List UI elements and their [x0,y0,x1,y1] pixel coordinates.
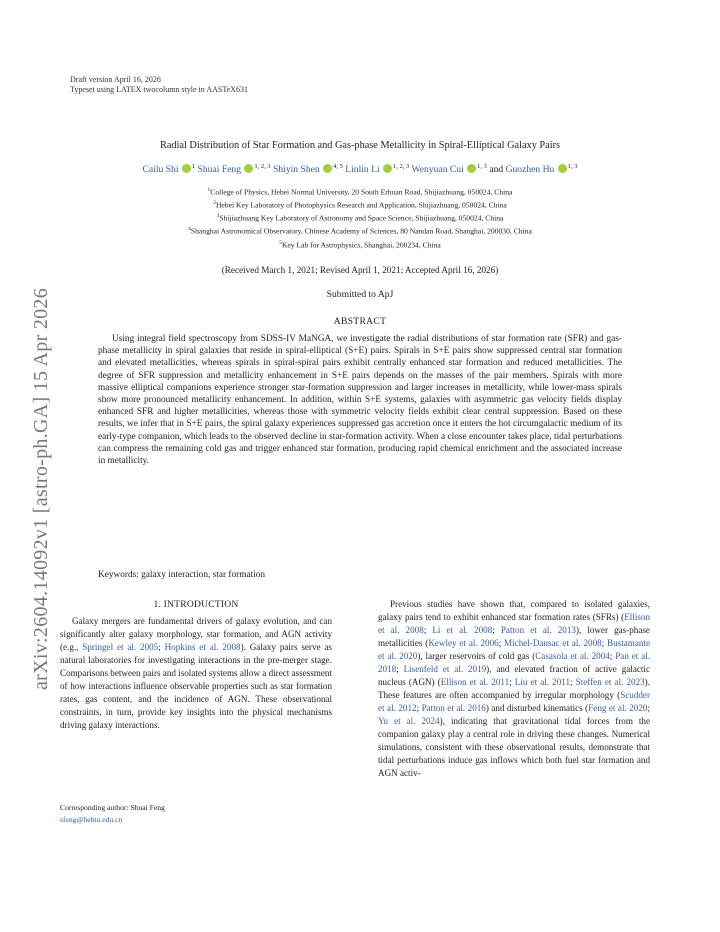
citation-link[interactable]: Bustamante et al. 2020 [378,638,650,661]
citation-link[interactable]: Springel et al. 2005 [82,642,159,652]
affiliation: $^3$Shijiazhuang Key Laboratory of Astronomy and Space Science, Shijiazhuang, 050024, China [216,213,504,223]
author-name[interactable]: Shuai Feng [197,164,244,176]
affiliation: $^5$Key Lab for Astrophysics, Shanghai, 200234, China [279,239,441,250]
draft-version: Draft version April 16, 2026 [70,75,161,84]
affiliation: $^4$Shanghai Astronomical Observatory, Chinese Academy of Sciences, 80 Nandan Road, Shanghai, 200030, China [188,226,532,236]
affiliation: $^2$Hebei Key Laboratory of Photophysics Research and Application, Shijiazhuang, 050024, China [213,200,507,210]
author-name[interactable]: Wenyuan Cui [411,164,467,176]
draft-header [70,75,248,95]
citation-link[interactable]: Liu et al. 2011 [514,677,571,687]
citation-link[interactable]: Steffen et al. 2023 [575,677,645,687]
arxiv-sidebar [10,230,50,690]
author-name[interactable]: Linlin Li [345,164,383,176]
citation-link[interactable]: Patton et al. 2016 [421,703,486,713]
corresponding-author: Corresponding author: Shuai Feng [60,803,165,812]
typeset-note: Typeset using LATEX twocolumn style in AASTeX631 [70,85,248,94]
intro-paragraph-left: Galaxy mergers are fundamental drivers of galaxy evolution, and can significantly alter galaxy morphology, star formation, and AGN activity (e.g., Springel et al. 2005; Hopkins et al. 2008). Galaxy pairs serve as natural laboratories for investigating interactions in the pre-merger stage. Comparisons between pairs and isolated systems allow a direct assessment of how interactions influence observable properties such as star formation rates, gas content, and the incidence of AGN. These observational constraints, in turn, provide key insights into the physical mechanisms driving galaxy interactions. [60,616,332,730]
email-link[interactable]: sfeng@hebtu.edu.cn [60,815,123,824]
citation-link[interactable]: Hopkins et al. 2008 [164,642,241,652]
citation-link[interactable]: Ellison et al. 2008 [378,612,650,635]
keywords: Keywords: galaxy interaction, star formation [98,570,266,580]
orcid-icon[interactable] [244,164,253,173]
submitted-note: Submitted to ApJ [326,289,394,300]
citation-link[interactable]: Li et al. 2008 [432,625,493,635]
author-affiliation-mark: 1 [191,163,196,170]
author-name[interactable]: Guozhen Hu [505,164,557,176]
author-affiliation-mark: 1, 3 [477,163,487,170]
citation-link[interactable]: Michel-Dansac et al. 2008 [504,638,602,648]
orcid-icon[interactable] [323,164,332,173]
intro-paragraph-right: Previous studies have shown that, compared to isolated galaxies, galaxy pairs tend to exhibit enhanced star formation rates (SFRs) (Ellison et al. 2008; Li et al. 2008; Patton et al. 2013), lower gas-phase metallicities (Kewley et al. 2006; Michel-Dansac et al. 2008; Bustamante et al. 2020), larger reservoirs of cold gas (Casasola et al. 2004; Pan et al. 2018; Lisenfeld et al. 2019), and elevated fraction of active galactic nucleus (AGN) (Ellison et al. 2011; Liu et al. 2011; Steffen et al. 2023). These features are often accompanied by irregular morphology (Scudder et al. 2012; Patton et al. 2016) and disturbed kinematics (Feng et al. 2020; Yu et al. 2024), indicating that gravitational tidal forces from the companion galaxy play a central role in driving these changes. Numerical simulations, consistent with these observational results, demonstrate that tidal perturbations induce gas inflows which both fuel star formation and AGN activ- [378,599,651,778]
citation-link[interactable]: Ellison et al. 2011 [440,677,510,687]
received-dates: (Received March 1, 2021; Revised April 1, 2021; Accepted April 16, 2026) [221,265,499,275]
citation-link[interactable]: Lisenfeld et al. 2019 [403,664,487,674]
author-name[interactable]: Cailu Shi [142,164,181,176]
abstract-text: Using integral field spectroscopy from SDSS-IV MaNGA, we investigate the radial distributions of star formation rate (SFR) and gas-phase metallicity in spiral galaxies that reside in spiral-elliptical (S+E) pairs. Spirals in S+E pairs show suppressed central star formation and elevated metallicities, whereas spirals in spiral-spiral pairs exhibit centrally enhanced star formation and reduced metallicities. The degree of SFR suppression and metallicity enhancement in S+E pairs depends on the masses of the pair members. Spirals with more massive elliptical companions experience stronger star-formation suppression and larger increases in metallicity, while lower-mass spirals show more pronounced metallicity enhancement. In addition, within S+E systems, galaxies with asymmetric gas velocity fields display enhanced SFR and higher metallicities, whereas those with symmetric velocity fields exhibit clear central suppression. Based on these results, we infer that in S+E pairs, the spiral galaxy experiences suppressed gas accretion once it enters the hot circumgalactic medium of its early-type companion, which leads to the observed decline in star-formation activity. When a close encounter takes place, tidal perturbations can compress the remaining cold gas and trigger enhanced star formation, producing rapid chemical enrichment and the associated increase in metallicity. [98,334,622,467]
left-column [60,598,332,732]
author-name[interactable]: Shiyin Shen [273,164,323,176]
affiliation: $^1$College of Physics, Hebei Normal University, 20 South Erhuan Road, Shijiazhuang, 050024, China [207,187,513,197]
author-and: and [486,164,506,176]
citation-link[interactable]: Patton et al. 2013 [500,625,576,635]
author-affiliation-mark: 1, 2, 3 [393,163,410,170]
citation-link[interactable]: Scudder et al. 2012 [378,690,650,713]
author-affiliation-mark: 1, 3 [567,163,578,170]
orcid-icon[interactable] [383,164,392,173]
affiliation-list [60,185,660,251]
citation-link[interactable]: Kewley et al. 2006 [428,638,499,648]
orcid-icon[interactable] [467,164,476,173]
citation-link[interactable]: Yu et al. 2024 [378,716,440,726]
author-list [60,163,660,175]
correspondence [60,802,165,826]
citation-link[interactable]: Feng et al. 2020 [588,703,648,713]
citation-link[interactable]: Pan et al. 2018 [378,651,651,674]
paper-title: Radial Distribution of Star Formation and Gas-phase Metallicity in Spiral-Elliptical Galaxy Pairs [159,140,561,151]
abstract-heading: ABSTRACT [333,316,387,327]
citation-link[interactable]: Casasola et al. 2004 [535,651,610,661]
orcid-icon[interactable] [558,164,567,173]
arxiv-identifier: arXiv:2604.14092v1 [astro-ph.GA] 15 Apr 2026 [30,287,52,690]
author-affiliation-mark: 1, 2, 3 [254,163,271,170]
orcid-icon[interactable] [182,164,191,173]
right-column [378,598,650,780]
author-affiliation-mark: 4, 5 [333,163,343,170]
section-title: 1. INTRODUCTION [153,599,239,610]
